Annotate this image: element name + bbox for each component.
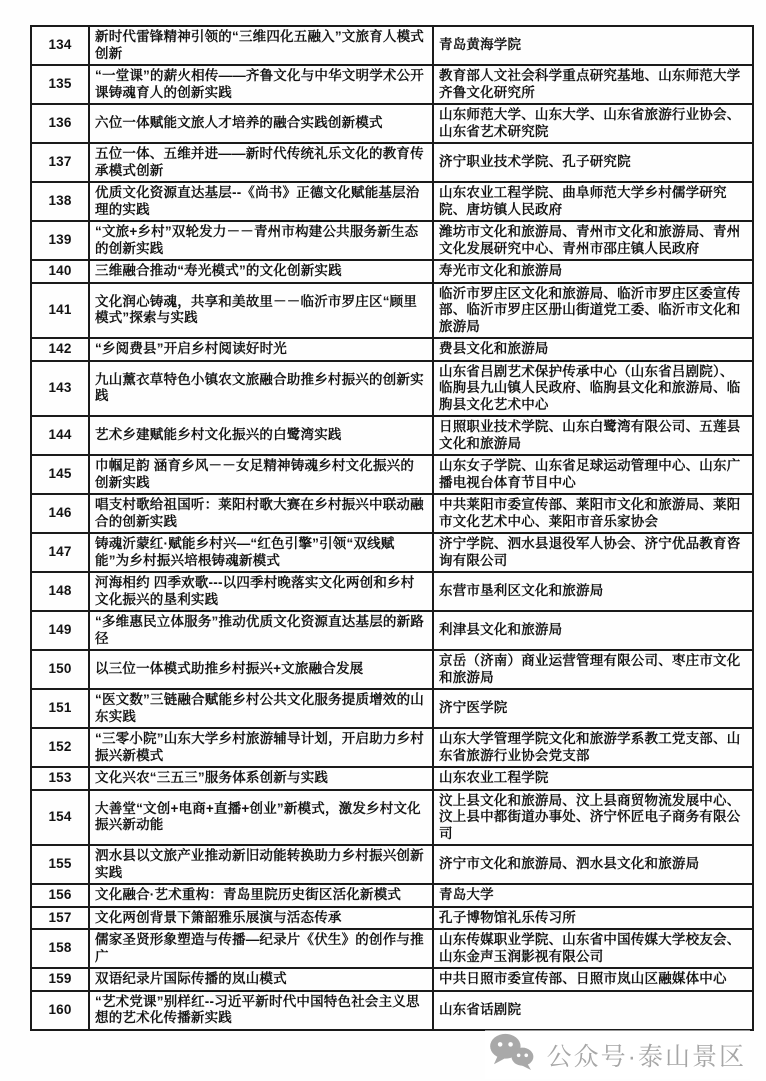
row-number: 149 <box>31 611 89 650</box>
organization: 汶上县文化和旅游局、汶上县商贸物流发展中心、汶上县中都街道办事处、济宁怀匠电子商务有限公司 <box>433 790 753 846</box>
organization: 京岳（济南）商业运营管理有限公司、枣庄市文化和旅游局 <box>433 650 753 689</box>
project-title: 新时代雷锋精神引领的“三维四化五融入”文旅育人模式创新 <box>89 26 433 65</box>
table-row <box>31 968 753 991</box>
project-title: 文化融合·艺术重构：青岛里院历史街区活化新模式 <box>89 884 433 907</box>
organization: 山东农业工程学院、曲阜师范大学乡村儒学研究院、唐坊镇人民政府 <box>433 182 753 221</box>
organization: 济宁学院、泗水县退役军人协会、济宁优品教育咨询有限公司 <box>433 533 753 572</box>
organization: 临沂市罗庄区文化和旅游局、临沂市罗庄区委宣传部、临沂市罗庄区册山街道党工委、临沂市文化和旅游局 <box>433 283 753 339</box>
table-row <box>31 929 753 968</box>
project-title: 双语纪录片国际传播的岚山模式 <box>89 968 433 991</box>
project-title: 九山薰衣草特色小镇农文旅融合助推乡村振兴的创新实践 <box>89 361 433 417</box>
organization: 济宁医学院 <box>433 689 753 728</box>
table-row <box>31 416 753 455</box>
table-row <box>31 845 753 884</box>
project-title: 六位一体赋能文旅人才培养的融合实践创新模式 <box>89 104 433 143</box>
project-title: 唱支村歌给祖国听：莱阳村歌大赛在乡村振兴中联动融合的创新实践 <box>89 494 433 533</box>
row-number: 139 <box>31 221 89 260</box>
table-row <box>31 361 753 417</box>
organization: 山东农业工程学院 <box>433 767 753 790</box>
table-row <box>31 611 753 650</box>
project-title: 优质文化资源直达基层--《尚书》正德文化赋能基层治理的实践 <box>89 182 433 221</box>
project-title: 文化兴农“三五三”服务体系创新与实践 <box>89 767 433 790</box>
project-title: 三维融合推动“寿光模式”的文化创新实践 <box>89 260 433 283</box>
project-title: “三零小院”山东大学乡村旅游辅导计划，开启助力乡村振兴新模式 <box>89 728 433 767</box>
project-title: 文化两创背景下箫韶雅乐展演与活态传承 <box>89 907 433 930</box>
table-row <box>31 689 753 728</box>
table-row <box>31 338 753 361</box>
organization: 山东大学管理学院文化和旅游学系教工党支部、山东省旅游行业协会党支部 <box>433 728 753 767</box>
wechat-chat-bubbles-icon <box>489 1032 535 1077</box>
project-title: 文化润心铸魂，共享和美故里－－临沂市罗庄区“顾里模式”探索与实践 <box>89 283 433 339</box>
table-row <box>31 991 753 1030</box>
organization: 寿光市文化和旅游局 <box>433 260 753 283</box>
table-row <box>31 767 753 790</box>
project-title: “文旅+乡村”双轮发力－－青州市构建公共服务新生态的创新实践 <box>89 221 433 260</box>
organization: 山东省话剧院 <box>433 991 753 1030</box>
row-number: 137 <box>31 143 89 182</box>
organization: 青岛大学 <box>433 884 753 907</box>
organization: 中共日照市委宣传部、日照市岚山区融媒体中心 <box>433 968 753 991</box>
table-row <box>31 884 753 907</box>
table-row <box>31 455 753 494</box>
row-number: 143 <box>31 361 89 417</box>
organization: 潍坊市文化和旅游局、青州市文化和旅游局、青州文化发展研究中心、青州市邵庄镇人民政府 <box>433 221 753 260</box>
organization: 费县文化和旅游局 <box>433 338 753 361</box>
row-number: 140 <box>31 260 89 283</box>
row-number: 160 <box>31 991 89 1030</box>
project-title: 大善堂“文创+电商+直播+创业”新模式，激发乡村文化振兴新动能 <box>89 790 433 846</box>
table-row <box>31 143 753 182</box>
organization: 利津县文化和旅游局 <box>433 611 753 650</box>
project-title: 以三位一体模式助推乡村振兴+文旅融合发展 <box>89 650 433 689</box>
project-title: “乡阅费县”开启乡村阅读好时光 <box>89 338 433 361</box>
row-number: 146 <box>31 494 89 533</box>
row-number: 151 <box>31 689 89 728</box>
table-row <box>31 494 753 533</box>
award-table <box>30 25 754 1031</box>
row-number: 136 <box>31 104 89 143</box>
table-row <box>31 790 753 846</box>
table-row <box>31 650 753 689</box>
table-row <box>31 26 753 65</box>
row-number: 147 <box>31 533 89 572</box>
project-title: 巾帼足韵 涵育乡风－－女足精神铸魂乡村文化振兴的创新实践 <box>89 455 433 494</box>
organization: 日照职业技术学院、山东白鹭湾有限公司、五莲县文化和旅游局 <box>433 416 753 455</box>
organization: 中共莱阳市委宣传部、莱阳市文化和旅游局、莱阳市文化艺术中心、莱阳市音乐家协会 <box>433 494 753 533</box>
row-number: 155 <box>31 845 89 884</box>
row-number: 158 <box>31 929 89 968</box>
organization: 东营市垦利区文化和旅游局 <box>433 572 753 611</box>
table-row <box>31 728 753 767</box>
project-title: 五位一体、五维并进——新时代传统礼乐文化的教育传承模式创新 <box>89 143 433 182</box>
row-number: 144 <box>31 416 89 455</box>
row-number: 159 <box>31 968 89 991</box>
row-number: 141 <box>31 283 89 339</box>
row-number: 135 <box>31 65 89 104</box>
row-number: 156 <box>31 884 89 907</box>
row-number: 157 <box>31 907 89 930</box>
organization: 山东传媒职业学院、山东省中国传媒大学校友会、山东金声玉润影视有限公司 <box>433 929 753 968</box>
project-title: 河海相约 四季欢歌---以四季村晚落实文化两创和乡村文化振兴的垦利实践 <box>89 572 433 611</box>
award-table-body <box>31 26 753 1030</box>
watermark-label: 公众号·泰山景区 <box>546 1042 746 1071</box>
table-row <box>31 533 753 572</box>
project-list-table-container <box>30 25 752 1031</box>
project-title: “艺术党课”别样红--习近平新时代中国特色社会主义思想的艺术化传播新实践 <box>89 991 433 1030</box>
table-row <box>31 104 753 143</box>
row-number: 150 <box>31 650 89 689</box>
row-number: 148 <box>31 572 89 611</box>
organization: 孔子博物馆礼乐传习所 <box>433 907 753 930</box>
row-number: 142 <box>31 338 89 361</box>
organization: 济宁市文化和旅游局、泗水县文化和旅游局 <box>433 845 753 884</box>
row-number: 153 <box>31 767 89 790</box>
table-row <box>31 182 753 221</box>
organization: 山东省吕剧艺术保护传承中心（山东省吕剧院）、临朐县九山镇人民政府、临朐县文化和旅游局、临朐县文化艺术中心 <box>433 361 753 417</box>
wechat-watermark <box>485 1030 750 1079</box>
row-number: 145 <box>31 455 89 494</box>
table-row <box>31 260 753 283</box>
table-row <box>31 65 753 104</box>
row-number: 152 <box>31 728 89 767</box>
organization: 山东女子学院、山东省足球运动管理中心、山东广播电视台体育节目中心 <box>433 455 753 494</box>
project-title: 儒家圣贤形象塑造与传播—纪录片《伏生》的创作与推广 <box>89 929 433 968</box>
project-title: “一堂课”的薪火相传——齐鲁文化与中华文明学术公开课铸魂育人的创新实践 <box>89 65 433 104</box>
project-title: 艺术乡建赋能乡村文化振兴的白鹭湾实践 <box>89 416 433 455</box>
row-number: 138 <box>31 182 89 221</box>
project-title: “医文数”三链融合赋能乡村公共文化服务提质增效的山东实践 <box>89 689 433 728</box>
organization: 济宁职业技术学院、孔子研究院 <box>433 143 753 182</box>
table-row <box>31 572 753 611</box>
row-number: 154 <box>31 790 89 846</box>
organization: 山东师范大学、山东大学、山东省旅游行业协会、山东省艺术研究院 <box>433 104 753 143</box>
table-row <box>31 907 753 930</box>
table-row <box>31 221 753 260</box>
project-title: 铸魂沂蒙红·赋能乡村兴—“红色引擎”引领“双线赋能”为乡村振兴培根铸魂新模式 <box>89 533 433 572</box>
project-title: 泗水县以文旅产业推动新旧动能转换助力乡村振兴创新实践 <box>89 845 433 884</box>
table-row <box>31 283 753 339</box>
row-number: 134 <box>31 26 89 65</box>
organization: 青岛黄海学院 <box>433 26 753 65</box>
project-title: “多维惠民立体服务”推动优质文化资源直达基层的新路径 <box>89 611 433 650</box>
organization: 教育部人文社会科学重点研究基地、山东师范大学齐鲁文化研究所 <box>433 65 753 104</box>
